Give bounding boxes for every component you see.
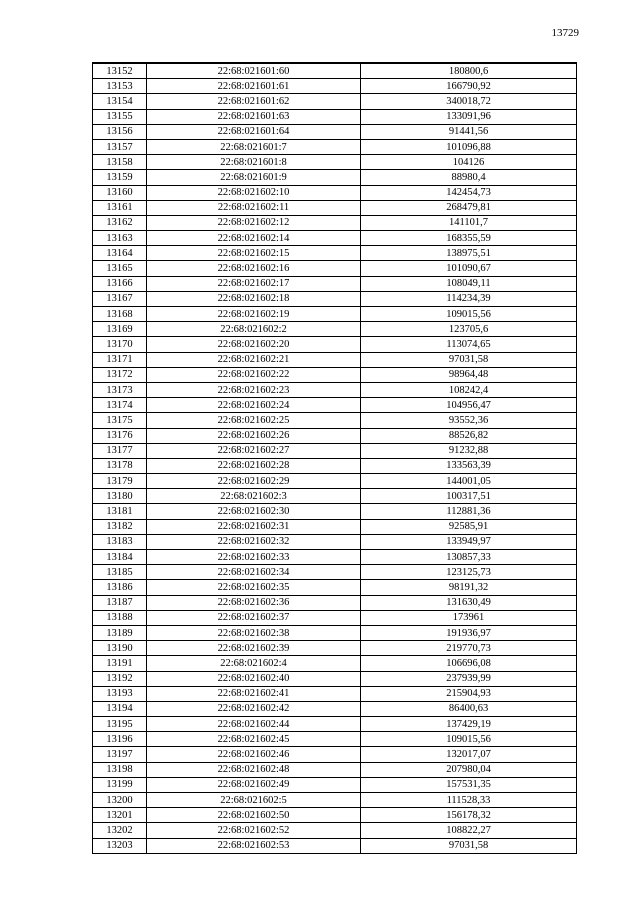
value-cell: 108242,4 [361,382,577,397]
cadastral-number-cell: 22:68:021602:11 [147,200,361,215]
cadastral-number-cell: 22:68:021602:2 [147,322,361,337]
table-row [93,519,577,534]
row-number-cell: 13176 [93,428,147,443]
cadastral-number-cell: 22:68:021602:31 [147,519,361,534]
row-number-cell: 13183 [93,534,147,549]
table-row [93,322,577,337]
row-number-cell: 13175 [93,413,147,428]
row-number-cell: 13200 [93,793,147,808]
cadastral-number-cell: 22:68:021602:30 [147,504,361,519]
table-row [93,656,577,671]
cadastral-number-cell: 22:68:021602:49 [147,777,361,792]
table-row [93,762,577,777]
row-number-cell: 13178 [93,458,147,473]
value-cell: 104126 [361,155,577,170]
row-number-cell: 13180 [93,489,147,504]
row-number-cell: 13195 [93,717,147,732]
cadastral-number-cell: 22:68:021601:7 [147,139,361,154]
cadastral-number-cell: 22:68:021602:19 [147,307,361,322]
table-row [93,79,577,94]
row-number-cell: 13158 [93,155,147,170]
table-row [93,428,577,443]
cadastral-number-cell: 22:68:021602:52 [147,823,361,838]
row-number-cell: 13155 [93,109,147,124]
table-row [93,823,577,838]
value-cell: 91232,88 [361,443,577,458]
table-row [93,352,577,367]
cadastral-number-cell: 22:68:021602:15 [147,246,361,261]
table-row [93,504,577,519]
cadastral-number-cell: 22:68:021602:53 [147,838,361,853]
table-row [93,413,577,428]
page-number: 13729 [551,27,579,39]
row-number-cell: 13186 [93,580,147,595]
row-number-cell: 13193 [93,686,147,701]
row-number-cell: 13153 [93,79,147,94]
table-row [93,489,577,504]
row-number-cell: 13173 [93,382,147,397]
table-row [93,777,577,792]
value-cell: 88526,82 [361,428,577,443]
table-row [93,732,577,747]
cadastral-number-cell: 22:68:021602:20 [147,337,361,352]
row-number-cell: 13184 [93,550,147,565]
row-number-cell: 13171 [93,352,147,367]
value-cell: 91441,56 [361,124,577,139]
value-cell: 132017,07 [361,747,577,762]
value-cell: 173961 [361,610,577,625]
table-row [93,610,577,625]
row-number-cell: 13170 [93,337,147,352]
value-cell: 97031,58 [361,352,577,367]
row-number-cell: 13172 [93,367,147,382]
cadastral-number-cell: 22:68:021602:18 [147,291,361,306]
row-number-cell: 13161 [93,200,147,215]
cadastral-number-cell: 22:68:021602:33 [147,550,361,565]
cadastral-number-cell: 22:68:021602:23 [147,382,361,397]
cadastral-number-cell: 22:68:021602:21 [147,352,361,367]
cadastral-number-cell: 22:68:021602:34 [147,565,361,580]
table-row [93,793,577,808]
cadastral-number-cell: 22:68:021602:41 [147,686,361,701]
cadastral-number-cell: 22:68:021602:46 [147,747,361,762]
row-number-cell: 13168 [93,307,147,322]
table-row [93,124,577,139]
value-cell: 92585,91 [361,519,577,534]
table-row [93,155,577,170]
table-row [93,443,577,458]
value-cell: 98191,32 [361,580,577,595]
row-number-cell: 13185 [93,565,147,580]
table-row [93,291,577,306]
cadastral-number-cell: 22:68:021602:25 [147,413,361,428]
value-cell: 123705,6 [361,322,577,337]
value-cell: 100317,51 [361,489,577,504]
row-number-cell: 13167 [93,291,147,306]
cadastral-number-cell: 22:68:021602:5 [147,793,361,808]
table-row [93,838,577,853]
value-cell: 108822,27 [361,823,577,838]
value-cell: 268479,81 [361,200,577,215]
table-row [93,307,577,322]
cadastral-number-cell: 22:68:021602:37 [147,610,361,625]
value-cell: 137429,19 [361,717,577,732]
cadastral-number-cell: 22:68:021601:8 [147,155,361,170]
row-number-cell: 13197 [93,747,147,762]
row-number-cell: 13177 [93,443,147,458]
value-cell: 97031,58 [361,838,577,853]
row-number-cell: 13160 [93,185,147,200]
table-row [93,580,577,595]
value-cell: 340018,72 [361,94,577,109]
cadastral-number-cell: 22:68:021602:40 [147,671,361,686]
table-row [93,367,577,382]
row-number-cell: 13182 [93,519,147,534]
cadastral-number-cell: 22:68:021602:12 [147,215,361,230]
value-cell: 101096,88 [361,139,577,154]
value-cell: 114234,39 [361,291,577,306]
value-cell: 207980,04 [361,762,577,777]
value-cell: 138975,51 [361,246,577,261]
cadastral-number-cell: 22:68:021602:26 [147,428,361,443]
table-row [93,261,577,276]
row-number-cell: 13203 [93,838,147,853]
table-row [93,641,577,656]
row-number-cell: 13189 [93,625,147,640]
cadastral-number-cell: 22:68:021602:4 [147,656,361,671]
table-row [93,458,577,473]
cadastral-number-cell: 22:68:021602:16 [147,261,361,276]
table-row [93,534,577,549]
cadastral-number-cell: 22:68:021602:38 [147,625,361,640]
row-number-cell: 13190 [93,641,147,656]
row-number-cell: 13156 [93,124,147,139]
value-cell: 86400,63 [361,701,577,716]
cadastral-number-cell: 22:68:021602:42 [147,701,361,716]
cadastral-number-cell: 22:68:021602:32 [147,534,361,549]
cadastral-number-cell: 22:68:021602:50 [147,808,361,823]
cadastral-number-cell: 22:68:021602:45 [147,732,361,747]
table-row [93,701,577,716]
value-cell: 108049,11 [361,276,577,291]
value-cell: 113074,65 [361,337,577,352]
value-cell: 98964,48 [361,367,577,382]
table-row [93,671,577,686]
row-number-cell: 13194 [93,701,147,716]
value-cell: 133563,39 [361,458,577,473]
row-number-cell: 13163 [93,231,147,246]
cadastral-number-cell: 22:68:021602:27 [147,443,361,458]
table-row [93,231,577,246]
table-row [93,200,577,215]
table-row [93,808,577,823]
row-number-cell: 13152 [93,63,147,79]
row-number-cell: 13174 [93,398,147,413]
row-number-cell: 13188 [93,610,147,625]
table-body [93,63,577,853]
row-number-cell: 13199 [93,777,147,792]
value-cell: 106696,08 [361,656,577,671]
value-cell: 109015,56 [361,307,577,322]
row-number-cell: 13196 [93,732,147,747]
cadastral-number-cell: 22:68:021602:48 [147,762,361,777]
value-cell: 93552,36 [361,413,577,428]
value-cell: 141101,7 [361,215,577,230]
value-cell: 215904,93 [361,686,577,701]
row-number-cell: 13202 [93,823,147,838]
table-row [93,625,577,640]
table-row [93,717,577,732]
table-row [93,276,577,291]
row-number-cell: 13191 [93,656,147,671]
value-cell: 133091,96 [361,109,577,124]
row-number-cell: 13154 [93,94,147,109]
table-row [93,185,577,200]
value-cell: 237939,99 [361,671,577,686]
row-number-cell: 13181 [93,504,147,519]
row-number-cell: 13157 [93,139,147,154]
table-row [93,246,577,261]
value-cell: 123125,73 [361,565,577,580]
row-number-cell: 13162 [93,215,147,230]
table-row [93,550,577,565]
row-number-cell: 13165 [93,261,147,276]
value-cell: 219770,73 [361,641,577,656]
row-number-cell: 13187 [93,595,147,610]
value-cell: 144001,05 [361,474,577,489]
cadastral-number-cell: 22:68:021601:62 [147,94,361,109]
value-cell: 168355,59 [361,231,577,246]
value-cell: 104956,47 [361,398,577,413]
table-row [93,215,577,230]
cadastral-number-cell: 22:68:021602:22 [147,367,361,382]
table-row [93,170,577,185]
value-cell: 166790,92 [361,79,577,94]
value-cell: 101090,67 [361,261,577,276]
cadastral-number-cell: 22:68:021602:14 [147,231,361,246]
cadastral-number-cell: 22:68:021602:36 [147,595,361,610]
table-row [93,595,577,610]
table-row [93,109,577,124]
row-number-cell: 13164 [93,246,147,261]
cadastral-number-cell: 22:68:021601:63 [147,109,361,124]
value-cell: 112881,36 [361,504,577,519]
value-cell: 131630,49 [361,595,577,610]
row-number-cell: 13198 [93,762,147,777]
row-number-cell: 13192 [93,671,147,686]
cadastral-number-cell: 22:68:021601:64 [147,124,361,139]
table-row [93,337,577,352]
cadastral-number-cell: 22:68:021601:61 [147,79,361,94]
cadastral-number-cell: 22:68:021601:9 [147,170,361,185]
value-cell: 142454,73 [361,185,577,200]
cadastral-number-cell: 22:68:021602:29 [147,474,361,489]
table-row [93,474,577,489]
value-cell: 111528,33 [361,793,577,808]
row-number-cell: 13179 [93,474,147,489]
value-cell: 156178,32 [361,808,577,823]
table-row [93,398,577,413]
cadastral-number-cell: 22:68:021602:44 [147,717,361,732]
table-row [93,94,577,109]
table-row [93,565,577,580]
row-number-cell: 13159 [93,170,147,185]
cadastral-number-cell: 22:68:021602:39 [147,641,361,656]
cadastral-number-cell: 22:68:021602:3 [147,489,361,504]
value-cell: 157531,35 [361,777,577,792]
cadastral-number-cell: 22:68:021602:24 [147,398,361,413]
value-cell: 133949,97 [361,534,577,549]
value-cell: 88980,4 [361,170,577,185]
value-cell: 130857,33 [361,550,577,565]
row-number-cell: 13201 [93,808,147,823]
table-row [93,139,577,154]
value-cell: 109015,56 [361,732,577,747]
table-row [93,686,577,701]
table-row [93,63,577,79]
cadastral-number-cell: 22:68:021602:10 [147,185,361,200]
value-cell: 180800,6 [361,63,577,79]
cadastral-number-cell: 22:68:021602:28 [147,458,361,473]
row-number-cell: 13166 [93,276,147,291]
table-row [93,382,577,397]
row-number-cell: 13169 [93,322,147,337]
cadastral-number-cell: 22:68:021602:17 [147,276,361,291]
table-row [93,747,577,762]
cadastral-number-cell: 22:68:021601:60 [147,63,361,79]
cadastral-number-cell: 22:68:021602:35 [147,580,361,595]
value-cell: 191936,97 [361,625,577,640]
cadastral-value-table [92,62,577,854]
